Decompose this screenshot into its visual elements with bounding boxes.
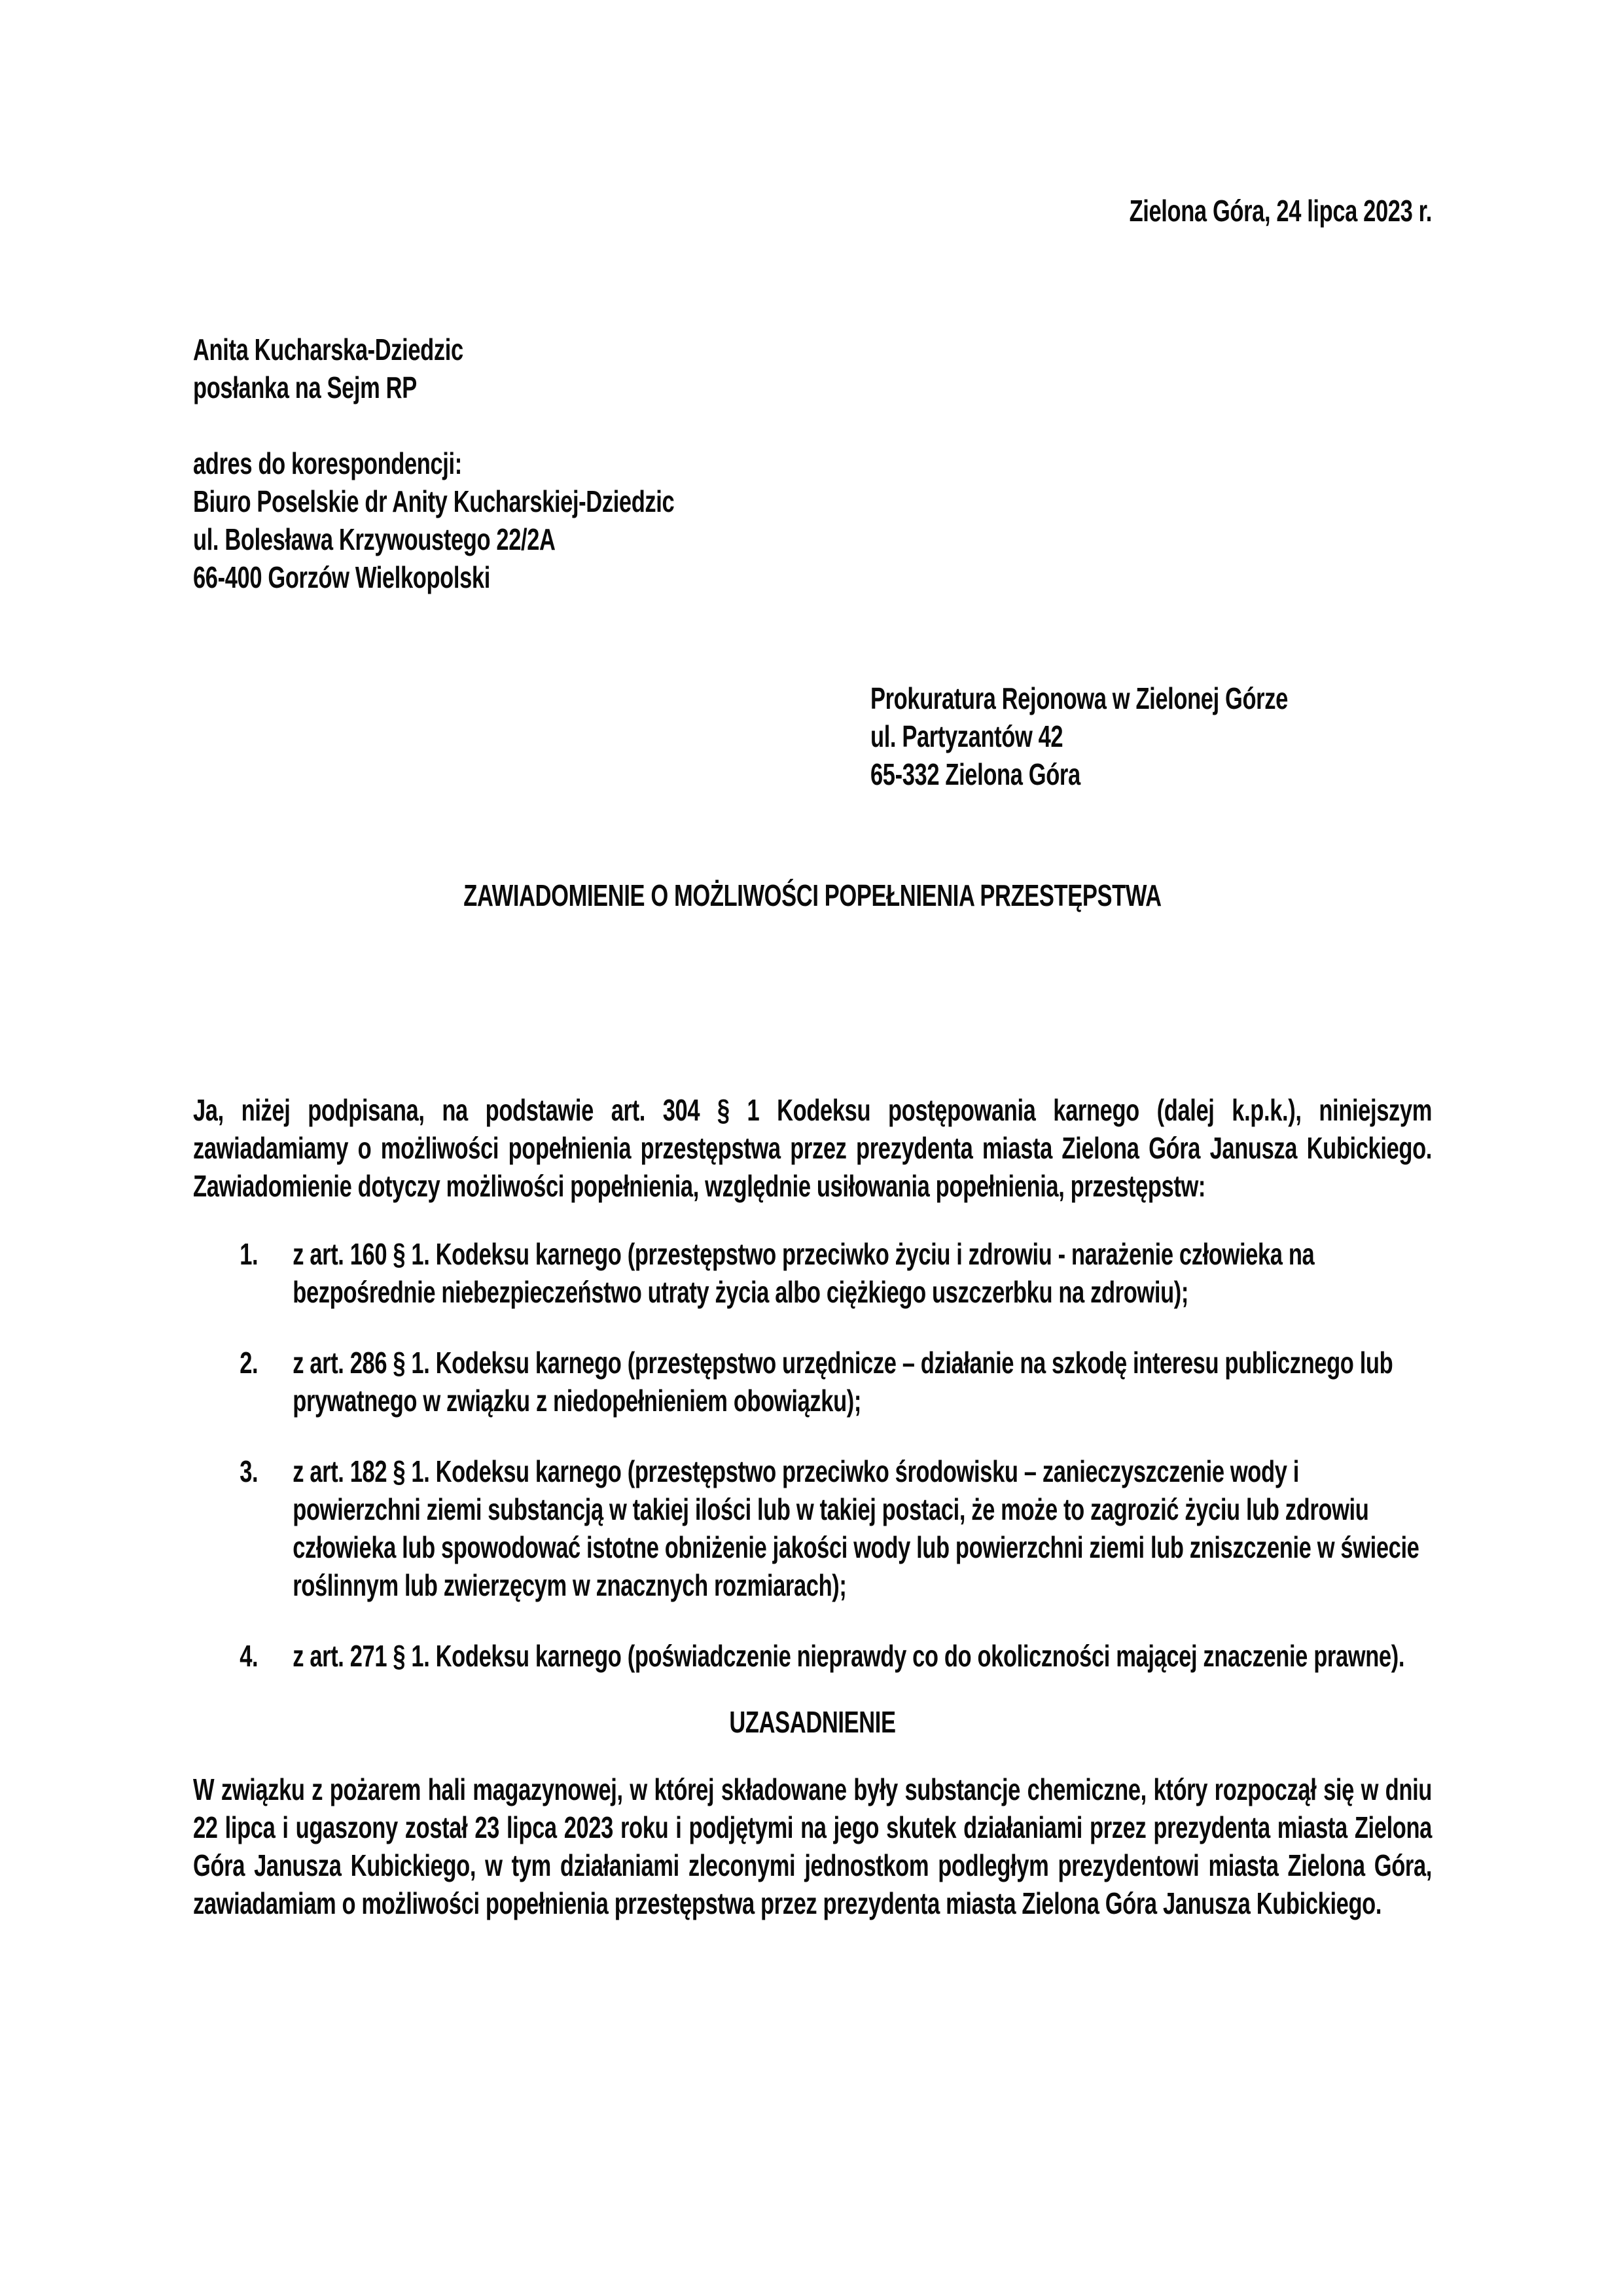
sender-block bbox=[193, 331, 1432, 406]
offense-item bbox=[193, 1452, 1432, 1604]
correspondence-address-block bbox=[193, 444, 1432, 596]
section-heading: UZASADNIENIE bbox=[729, 1705, 896, 1739]
sender-role: posłanka na Sejm RP bbox=[193, 370, 417, 404]
correspondence-city-line: 66-400 Gorzów Wielkopolski bbox=[193, 560, 490, 594]
recipient-name: Prokuratura Rejonowa w Zielonej Górze bbox=[870, 681, 1288, 715]
recipient-city-line: 65-332 Zielona Góra bbox=[870, 757, 1080, 791]
correspondence-street-line: ul. Bolesława Krzywoustego 22/2A bbox=[193, 522, 556, 556]
document-title: ZAWIADOMIENIE O MOŻLIWOŚCI POPEŁNIENIA PRZESTĘPSTWA bbox=[463, 878, 1162, 912]
intro-paragraph: Ja, niżej podpisana, na podstawie art. 304 § 1 Kodeksu postępowania karnego (dalej k.p.k.), niniejszym zawiadamiamy o możliwości popełnienia przestępstwa przez prezydenta miasta Zielona Góra Janusza Kubickiego. Zawiadomienie dotyczy możliwości popełnienia, względnie usiłowania popełnienia, przestępstw: bbox=[193, 1093, 1432, 1203]
offense-text: z art. 271 § 1. Kodeksu karnego (poświadczenie nieprawdy co do okoliczności mającej znaczenie prawne). bbox=[293, 1639, 1405, 1673]
offense-number: 2. bbox=[240, 1346, 259, 1380]
offense-number: 4. bbox=[240, 1639, 259, 1673]
offense-text: z art. 160 § 1. Kodeksu karnego (przestępstwo przeciwko życiu i zdrowiu - narażenie człowieka na bezpośrednie niebezpieczeństwo utraty życia albo ciężkiego uszczerbku na zdrowiu); bbox=[293, 1237, 1315, 1309]
recipient-street-line: ul. Partyzantów 42 bbox=[870, 719, 1063, 753]
date-line: Zielona Góra, 24 lipca 2023 r. bbox=[1129, 194, 1432, 228]
offense-item bbox=[193, 1637, 1432, 1675]
letter-content bbox=[193, 0, 1432, 1952]
offense-text: z art. 182 § 1. Kodeksu karnego (przestępstwo przeciwko środowisku – zanieczyszczenie wody i powierzchni ziemi substancją w takiej ilości lub w takiej postaci, że może to zagrozić życiu lub zdrowiu człowieka lub spowodować istotne obniżenie jakości wody lub powierzchni ziemi lub zniszczenie w świecie roślinnym lub zwierzęcym w znacznych rozmiarach); bbox=[293, 1454, 1419, 1602]
offense-item bbox=[193, 1235, 1432, 1311]
offense-list bbox=[193, 1235, 1432, 1675]
offense-item bbox=[193, 1344, 1432, 1420]
correspondence-label: adres do korespondencji: bbox=[193, 446, 462, 480]
correspondence-office-line: Biuro Poselskie dr Anity Kucharskiej-Dziedzic bbox=[193, 484, 675, 518]
sender-name: Anita Kucharska-Dziedzic bbox=[193, 332, 463, 367]
body-paragraph: W związku z pożarem hali magazynowej, w której składowane były substancje chemiczne, który rozpoczął się w dniu 22 lipca i ugaszony został 23 lipca 2023 roku i podjętymi na jego skutek działaniami przez prezydenta miasta Zielona Góra Janusza Kubickiego, w tym działaniami zleconymi jednostkom podległym prezydentowi miasta Zielona Góra, zawiadamiam o możliwości popełnienia przestępstwa przez prezydenta miasta Zielona Góra Janusza Kubickiego. bbox=[193, 1772, 1432, 1920]
offense-text: z art. 286 § 1. Kodeksu karnego (przestępstwo urzędnicze – działanie na szkodę interesu publicznego lub prywatnego w związku z niedopełnieniem obowiązku); bbox=[293, 1346, 1393, 1418]
recipient-block bbox=[193, 679, 1432, 793]
offense-number: 1. bbox=[240, 1237, 259, 1271]
offense-number: 3. bbox=[240, 1454, 259, 1488]
